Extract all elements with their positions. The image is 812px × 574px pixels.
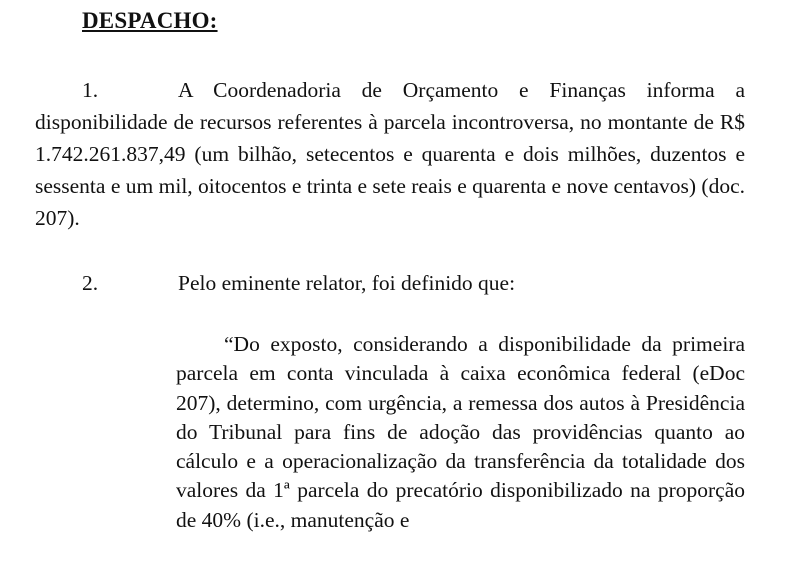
despacho-heading: DESPACHO: (82, 8, 218, 33)
paragraph-1-text: A Coordenadoria de Orçamento e Finanças informa a disponibilidade de recursos referentes à parcela incontroversa, no montante de R$ 1.742.261.837,49 (um bilhão, setecentos e quarenta e dois milhões, duzentos e sessenta e um mil, oitocentos e trinta e sete reais e quarenta e nove centavos) (doc. 207). (35, 78, 745, 230)
paragraph-2-text: Pelo eminente relator, foi definido que: (178, 271, 516, 295)
paragraph-2-number: 2. (82, 271, 99, 295)
paragraph-1-number: 1. (82, 78, 99, 102)
paragraph-2 (35, 267, 745, 299)
paragraph-1 (35, 74, 745, 234)
block-quote: “Do exposto, considerando a disponibilidade da primeira parcela em conta vinculada à caixa econômica federal (eDoc 207), determino, com urgência, a remessa dos autos à Presidência do Tribunal para fins de adoção das providências quanto ao cálculo e a operacionalização da transferência da totalidade dos valores da 1ª parcela do precatório disponibilizado na proporção de 40% (i.e., manutenção e (176, 332, 745, 532)
